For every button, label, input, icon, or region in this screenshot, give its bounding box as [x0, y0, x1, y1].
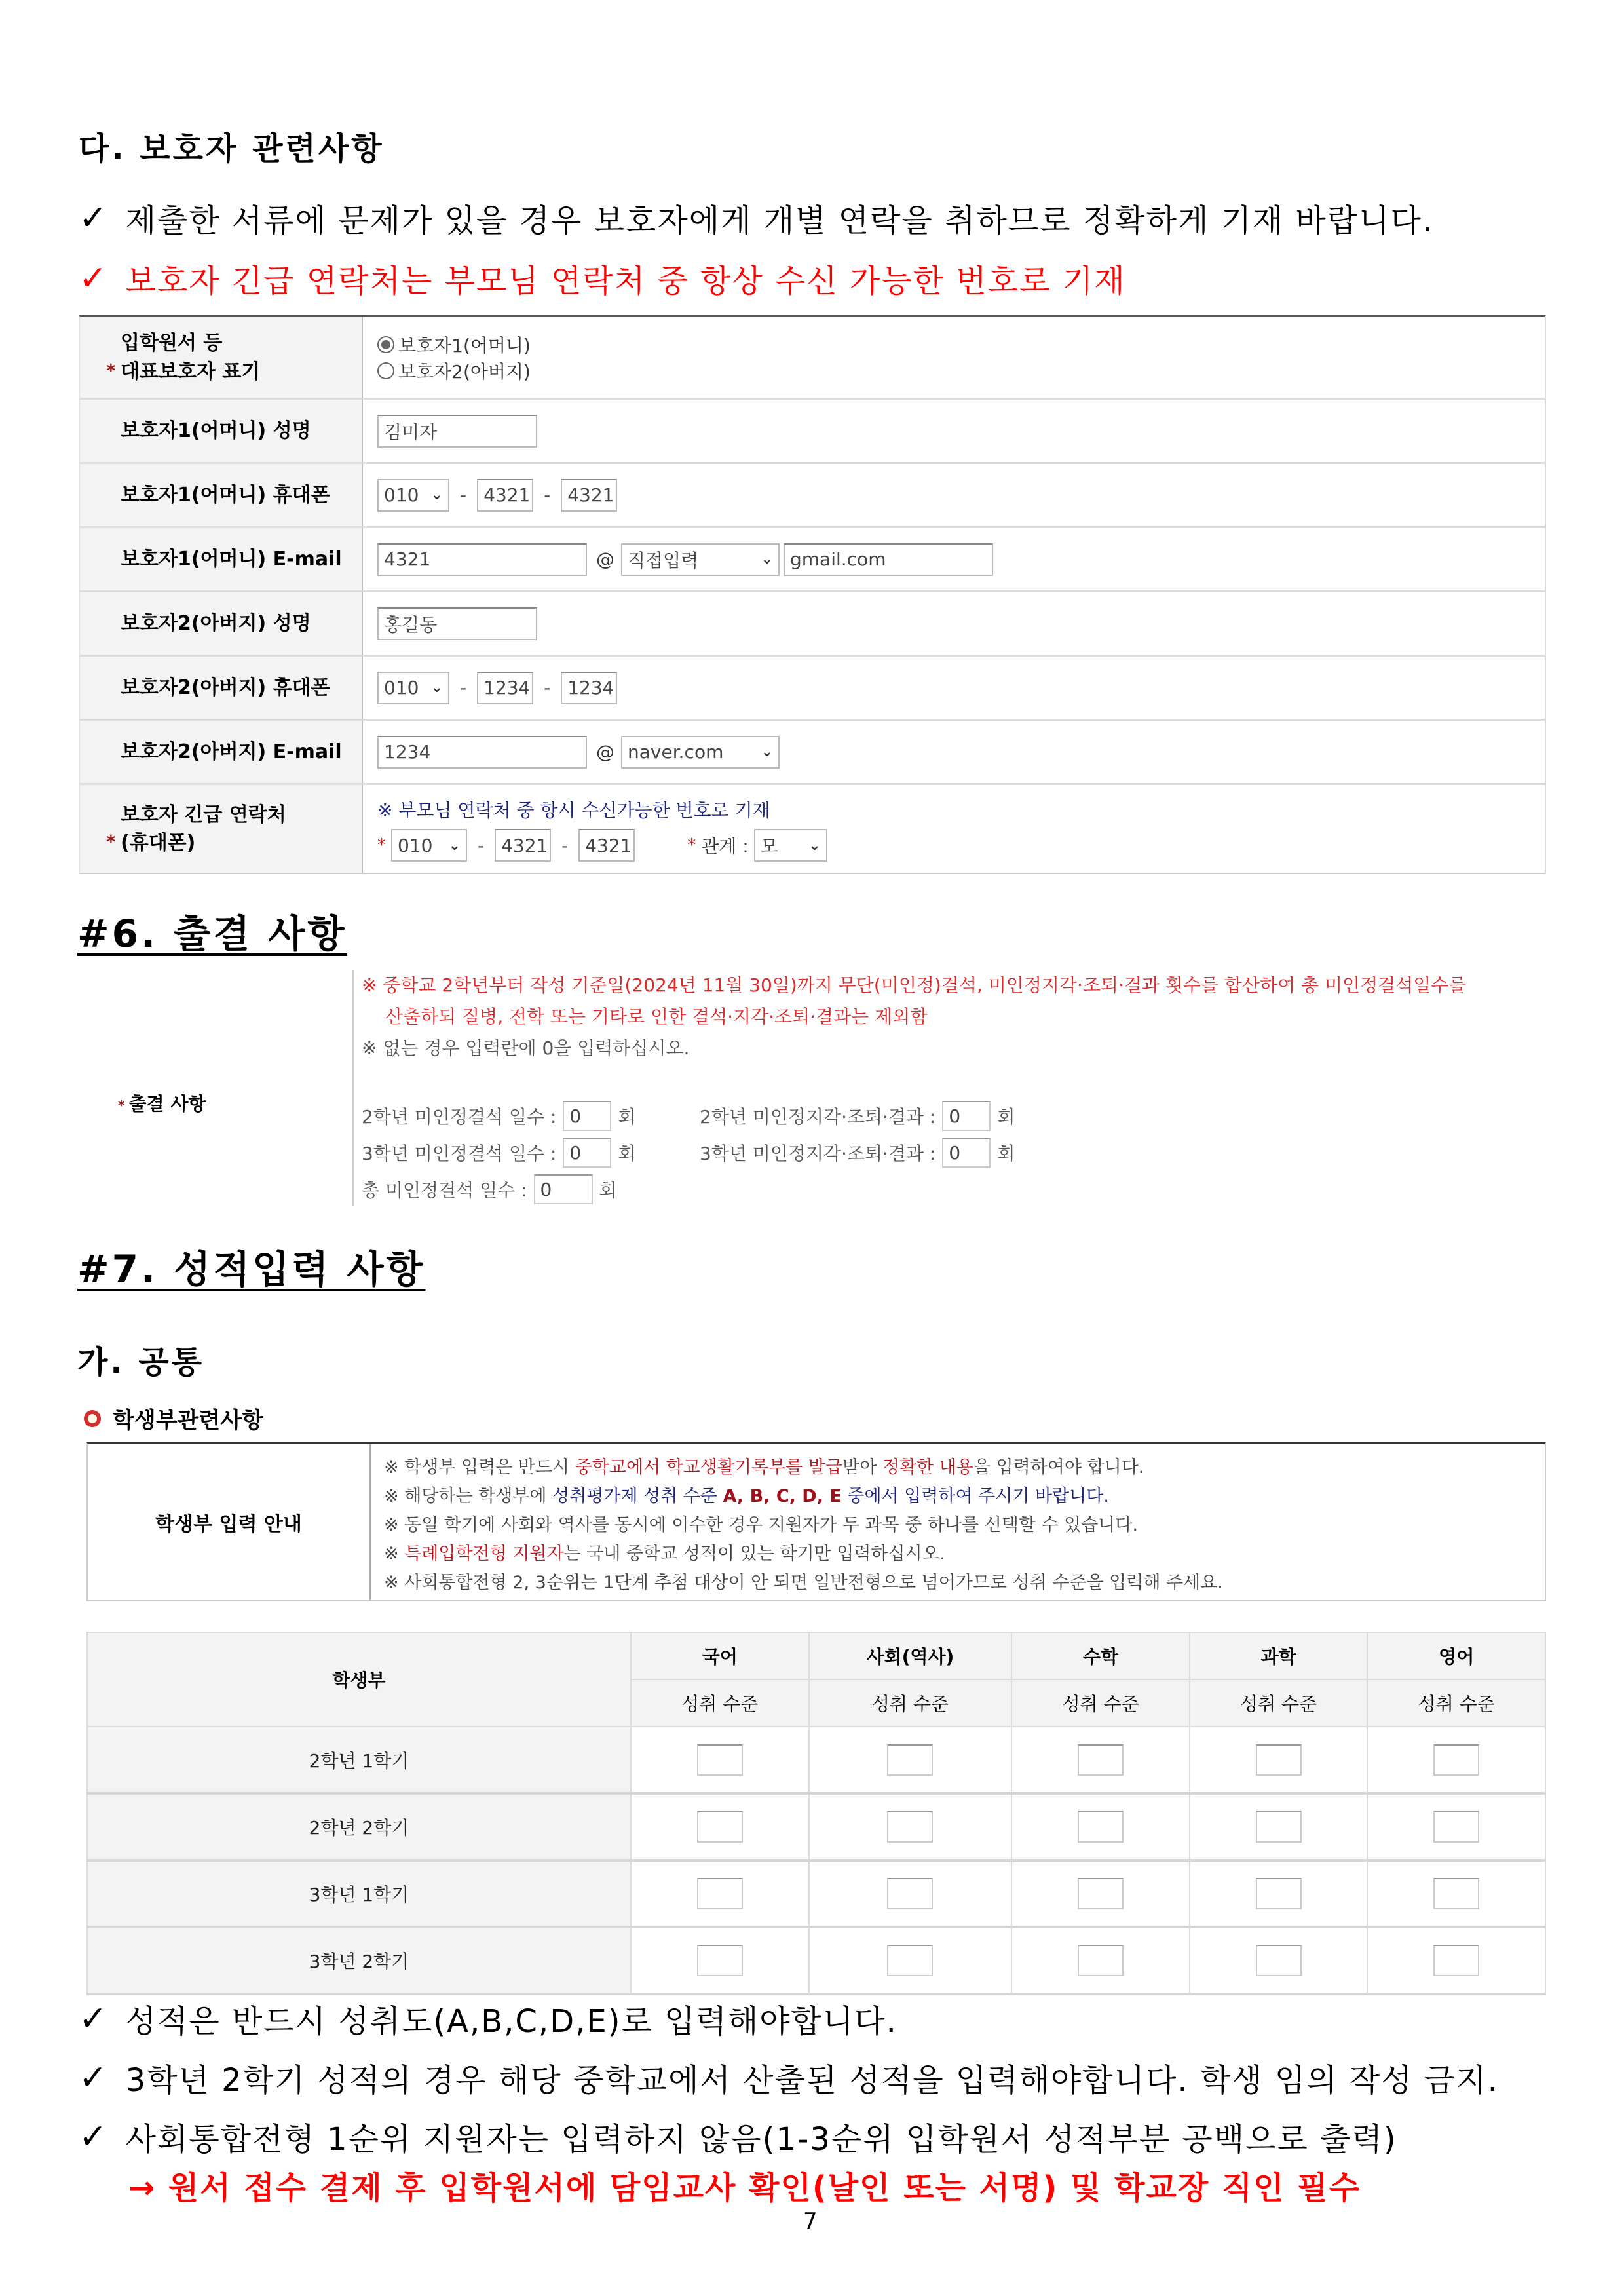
grade-cell [1190, 1927, 1368, 1994]
attendance-note-red-1: ※ 중학교 2학년부터 작성 기준일(2024년 11월 30일)까지 무단(미인정)결석, 미인정지각·조퇴·결과 횟수를 합산하여 총 미인정결석일수를 [362, 974, 1467, 996]
chevron-down-icon: ⌄ [808, 837, 821, 854]
chevron-down-icon: ⌄ [430, 487, 443, 503]
grade-cell [1367, 1927, 1545, 1994]
grade3-absence-input[interactable]: 0 [563, 1138, 611, 1168]
table-row [87, 1860, 1545, 1927]
guardian1-phone-last-input[interactable]: 4321 [561, 479, 617, 512]
grade-input[interactable] [1433, 1945, 1479, 1976]
grade-input[interactable] [1078, 1945, 1124, 1976]
grade-cell [809, 1860, 1012, 1927]
guide-line-segment: ※ 해당하는 학생부에 [384, 1486, 553, 1506]
label-line: (휴대폰) [121, 832, 196, 854]
grade-input[interactable] [887, 1945, 933, 1976]
form-label [80, 785, 363, 873]
grade-cell [809, 1727, 1012, 1793]
select-value: 010 [398, 834, 433, 856]
guide-line-segment: 정확한 내용 [882, 1457, 973, 1478]
form-row-guardian2-name [80, 592, 1545, 657]
subject-header: 수학 [1011, 1632, 1190, 1679]
grade-input[interactable] [1256, 1878, 1302, 1909]
guide-line-segment: ※ 동일 학기에 사회와 역사를 동시에 이수한 경우 지원자가 두 과목 중 하나를 선택할 수 있습니다. [384, 1515, 1139, 1535]
required-mark: * [118, 1098, 125, 1113]
grade-cell [1367, 1793, 1545, 1860]
grades-note-line [79, 2114, 1397, 2159]
check-icon: ✓ [79, 1999, 109, 2038]
required-mark: * [106, 359, 116, 381]
unit-label: 회 [599, 1179, 617, 1201]
radio-label: 보호자1(어머니) [398, 334, 531, 356]
attendance-label-cell [79, 970, 362, 1206]
total-absence-input[interactable]: 0 [534, 1174, 593, 1204]
select-value: 직접입력 [628, 549, 699, 571]
grade-input[interactable] [1256, 1945, 1302, 1976]
chevron-down-icon: ⌄ [430, 679, 443, 696]
semester-label: 2학년 2학기 [87, 1793, 631, 1860]
form-row-guardian2-email [80, 721, 1545, 785]
subject-header: 사회(역사) [809, 1632, 1012, 1679]
select-value: 모 [760, 835, 778, 857]
subject-header: 영어 [1367, 1632, 1545, 1679]
guide-lines [371, 1444, 1545, 1600]
grade-input[interactable] [1433, 1811, 1479, 1843]
unit-label: 회 [997, 1106, 1015, 1128]
grade-input[interactable] [697, 1878, 743, 1909]
guardian2-phone-prefix-select[interactable] [377, 672, 449, 704]
chevron-down-icon: ⌄ [761, 551, 773, 567]
guide-line [384, 1540, 1545, 1569]
separator: - [478, 834, 485, 856]
table-row [87, 1793, 1545, 1860]
grade-input[interactable] [1078, 1744, 1124, 1776]
subject-header: 과학 [1190, 1632, 1368, 1679]
select-value: 010 [384, 677, 419, 698]
grades-table [86, 1632, 1546, 1995]
section-heading-grades: #7. 성적입력 사항 [77, 1247, 426, 1292]
unit-label: 회 [618, 1143, 636, 1164]
guardian1-email-local-input[interactable]: 4321 [377, 543, 587, 576]
field-label: 3학년 미인정지각·조퇴·결과 : [700, 1143, 936, 1164]
guardian1-email-domain-input[interactable]: gmail.com [784, 543, 993, 576]
note-text: 사회통합전형 1순위 지원자는 입력하지 않음(1-3순위 입학원서 성적부분 공백으로 출력) [125, 2121, 1397, 2158]
radio-guardian2[interactable] [377, 358, 531, 384]
guardian1-phone-prefix-select[interactable] [377, 479, 449, 512]
note-line-emergency [79, 256, 1125, 301]
note-text: 제출한 서류에 문제가 있을 경우 보호자에게 개별 연락을 취하므로 정확하게 기재 바랍니다. [125, 202, 1434, 239]
guide-line [384, 1482, 1545, 1511]
table-corner-header: 학생부 [87, 1632, 631, 1727]
attendance-block [79, 970, 1546, 1206]
guide-title [84, 1402, 263, 1434]
field-label: 총 미인정결석 일수 : [362, 1179, 527, 1201]
separator: - [460, 677, 467, 698]
attendance-field-total [362, 1174, 617, 1204]
form-row-guardian2-phone [80, 657, 1545, 721]
separator: - [460, 484, 467, 506]
guide-line [384, 1569, 1545, 1598]
note-text: 보호자 긴급 연락처는 부모님 연락처 중 항상 수신 가능한 번호로 기재 [125, 263, 1126, 299]
label-line: 대표보호자 표기 [121, 360, 261, 383]
guardian2-phone-last-input[interactable]: 1234 [561, 672, 617, 704]
attendance-label-text: 출결 사항 [128, 1093, 206, 1115]
guide-line-segment: 성취평가제 성취 수준 [552, 1486, 723, 1506]
grade-cell [1011, 1793, 1190, 1860]
grade-input[interactable] [887, 1744, 933, 1776]
guide-line-segment: 는 국내 중학교 성적이 있는 학기만 입력하십시오. [563, 1544, 945, 1564]
section-heading-guardian: 다. 보호자 관련사항 [79, 130, 385, 167]
guide-title-text: 학생부관련사항 [113, 1407, 263, 1434]
grade-input[interactable] [1256, 1744, 1302, 1776]
form-row-representative [80, 317, 1545, 400]
unit-label: 회 [997, 1143, 1015, 1164]
divider [352, 970, 354, 1206]
subject-header: 국어 [631, 1632, 809, 1679]
check-icon: ✓ [79, 198, 109, 238]
grade-input[interactable] [1078, 1878, 1124, 1909]
attendance-note-red-2: 산출하되 질병, 전학 또는 기타로 인한 결석·지각·조퇴·결과는 제외함 [385, 1006, 928, 1027]
form-row-emergency [80, 785, 1545, 873]
guardian1-name-input[interactable]: 김미자 [377, 415, 537, 448]
attendance-label [118, 1090, 206, 1116]
grade-cell [1190, 1860, 1368, 1927]
grade-input[interactable] [1078, 1811, 1124, 1843]
guide-line-segment: 을 입력하여야 합니다. [973, 1457, 1144, 1478]
form-row-guardian1-name [80, 400, 1545, 464]
grade-input[interactable] [1433, 1744, 1479, 1776]
grade-cell [1367, 1860, 1545, 1927]
chevron-down-icon: ⌄ [448, 837, 461, 854]
required-star: * [377, 835, 386, 855]
attendance-field-2-absence [362, 1101, 635, 1131]
label-line: 입학원서 등 [121, 332, 223, 354]
guardian2-name-input[interactable]: 홍길동 [377, 607, 537, 640]
guardian1-phone-mid-input[interactable]: 4321 [477, 479, 533, 512]
table-row [87, 1927, 1545, 1994]
field-label: 2학년 미인정결석 일수 : [362, 1106, 557, 1128]
required-star: * [687, 835, 696, 855]
grade-input[interactable] [697, 1744, 743, 1776]
grade-input[interactable] [887, 1811, 933, 1843]
at-sign: @ [596, 741, 614, 763]
chevron-down-icon: ⌄ [761, 744, 773, 760]
field-label: 2학년 미인정지각·조퇴·결과 : [700, 1106, 936, 1128]
guide-line [384, 1453, 1545, 1482]
emergency-phone-mid-input[interactable]: 4321 [495, 829, 551, 862]
note-text: 3학년 2학기 성적의 경우 해당 중학교에서 산출된 성적을 입력해야합니다. 학생 임의 작성 금지. [125, 2062, 1499, 2099]
grade-cell [1190, 1727, 1368, 1793]
sub-header: 성취 수준 [1367, 1679, 1545, 1727]
sub-header: 성취 수준 [1011, 1679, 1190, 1727]
sub-heading-common: 가. 공통 [77, 1344, 205, 1381]
radio-selected-icon[interactable] [377, 336, 394, 353]
guardian1-email-domain-select[interactable] [621, 543, 780, 576]
circle-bullet-icon [84, 1410, 101, 1427]
semester-label: 2학년 1학기 [87, 1727, 631, 1793]
section-heading-attendance: #6. 출결 사항 [77, 911, 347, 956]
grade-input[interactable] [697, 1945, 743, 1976]
guardian2-email-domain-select[interactable] [621, 736, 780, 769]
guardian2-phone-mid-input[interactable]: 1234 [477, 672, 533, 704]
record-guide-box [86, 1442, 1546, 1601]
grade-input[interactable] [1256, 1811, 1302, 1843]
grade-cell [631, 1927, 809, 1994]
emergency-phone-last-input[interactable]: 4321 [578, 829, 635, 862]
check-icon: ✓ [79, 258, 109, 298]
guide-line-segment: 중학교에서 학교생활기록부를 발급 [575, 1457, 843, 1478]
guardian-form-table [79, 315, 1546, 874]
grade-cell [1011, 1860, 1190, 1927]
form-row-guardian1-email [80, 528, 1545, 592]
form-label: 보호자1(어머니) E-mail [80, 528, 363, 590]
required-mark: * [106, 831, 116, 852]
grade-cell [631, 1793, 809, 1860]
grade-input[interactable] [887, 1878, 933, 1909]
radio-unselected-icon[interactable] [377, 362, 394, 379]
sub-header: 성취 수준 [1190, 1679, 1368, 1727]
relation-select[interactable] [754, 829, 827, 862]
label-line: 보호자 긴급 연락처 [121, 803, 286, 826]
radio-label: 보호자2(아버지) [398, 360, 531, 383]
grade-cell [1367, 1727, 1545, 1793]
sub-header: 성취 수준 [631, 1679, 809, 1727]
form-label: 보호자2(아버지) 휴대폰 [80, 657, 363, 719]
attendance-note-gray: ※ 없는 경우 입력란에 0을 입력하십시오. [362, 1037, 690, 1059]
grade-cell [1011, 1927, 1190, 1994]
field-label: 3학년 미인정결석 일수 : [362, 1143, 557, 1164]
form-label [80, 317, 363, 398]
guide-line-segment: ※ [384, 1544, 405, 1564]
page-number: 7 [803, 2208, 818, 2234]
grade-cell [631, 1727, 809, 1793]
select-value: naver.com [628, 741, 724, 763]
select-value: 010 [384, 484, 419, 506]
guide-line-segment: 특례입학전형 지원자 [404, 1544, 564, 1564]
grade-cell [809, 1927, 1012, 1994]
guide-line-segment: ※ 사회통합전형 2, 3순위는 1단계 추첨 대상이 안 되면 일반전형으로 넘어가므로 성취 수준을 입력해 주세요. [384, 1573, 1223, 1593]
grade-cell [631, 1860, 809, 1927]
grade2-absence-input[interactable]: 0 [563, 1101, 611, 1131]
at-sign: @ [596, 548, 614, 570]
attendance-field-2-tardy [700, 1101, 1015, 1131]
attendance-field-3-absence [362, 1138, 635, 1168]
unit-label: 회 [618, 1106, 636, 1128]
grades-note-line [79, 2055, 1499, 2100]
grade-input[interactable] [1433, 1878, 1479, 1909]
guide-line-segment: A, B, C, D, E [723, 1486, 842, 1506]
semester-label: 3학년 2학기 [87, 1927, 631, 1994]
final-note: → 원서 접수 결제 후 입학원서에 담임교사 확인(날인 또는 서명) 및 학교장 직인 필수 [128, 2170, 1361, 2206]
check-icon: ✓ [79, 2116, 109, 2156]
guide-line-segment: 받아 [842, 1457, 882, 1478]
sub-header: 성취 수준 [809, 1679, 1012, 1727]
semester-label: 3학년 1학기 [87, 1860, 631, 1927]
relation-label: 관계 : [701, 835, 749, 857]
grade-cell [1190, 1793, 1368, 1860]
note-line [79, 195, 1433, 240]
form-label: 보호자2(아버지) E-mail [80, 721, 363, 783]
radio-guardian1[interactable] [377, 332, 531, 358]
table-row [87, 1727, 1545, 1793]
guardian2-email-local-input[interactable]: 1234 [377, 736, 587, 769]
grade-cell [809, 1793, 1012, 1860]
check-icon: ✓ [79, 2057, 109, 2097]
guide-line [384, 1511, 1545, 1540]
guide-label: 학생부 입력 안내 [88, 1444, 371, 1600]
grade-cell [1011, 1727, 1190, 1793]
form-label: 보호자1(어머니) 휴대폰 [80, 464, 363, 526]
emergency-phone-prefix-select[interactable] [391, 829, 467, 862]
emergency-note: ※ 부모님 연락처 중 항시 수신가능한 번호로 기재 [377, 799, 770, 821]
form-row-guardian1-phone [80, 464, 1545, 528]
guide-line-segment: ※ 학생부 입력은 반드시 [384, 1457, 575, 1478]
guide-line-segment: 중에서 입력하여 주시기 바랍니다. [841, 1486, 1109, 1506]
attendance-field-3-tardy [700, 1138, 1015, 1168]
grade2-tardy-input[interactable]: 0 [942, 1101, 991, 1131]
grade-input[interactable] [697, 1811, 743, 1843]
separator: - [544, 677, 551, 698]
form-label: 보호자2(아버지) 성명 [80, 592, 363, 655]
separator: - [544, 484, 551, 506]
form-label: 보호자1(어머니) 성명 [80, 400, 363, 462]
separator: - [561, 834, 569, 856]
note-text: 성적은 반드시 성취도(A,B,C,D,E)로 입력해야합니다. [125, 2003, 897, 2040]
grades-note-line [79, 1996, 897, 2041]
grade3-tardy-input[interactable]: 0 [942, 1138, 991, 1168]
